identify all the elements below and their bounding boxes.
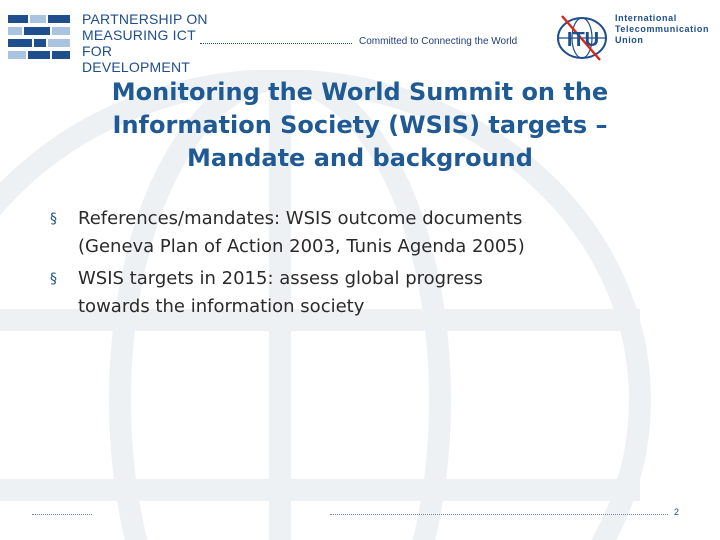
- slide-title-line: Mandate and background: [187, 144, 533, 172]
- bullet-line: towards the information society: [78, 296, 365, 317]
- itu-logo-line: International: [615, 13, 677, 23]
- itu-logo-mark: ITU: [566, 29, 600, 51]
- itu-globe-icon: [552, 8, 614, 66]
- tagline: Committed to Connecting the World: [359, 36, 518, 47]
- itu-logo: [552, 8, 712, 66]
- footer-divider-left: [32, 514, 92, 515]
- header-divider: [200, 43, 352, 44]
- bullet-line: WSIS targets in 2015: assess global progress: [78, 268, 483, 289]
- partnership-logo: [8, 7, 208, 75]
- partnership-logo-line: FOR DEVELOPMENT: [82, 43, 190, 75]
- page-number: 2: [674, 507, 680, 517]
- bullet-marker-icon: §: [50, 211, 57, 227]
- bullet-marker-icon: §: [50, 271, 57, 287]
- bullet-item: [50, 205, 690, 261]
- bullet-list: [50, 205, 690, 325]
- slide-title-line: Information Society (WSIS) targets –: [112, 111, 608, 139]
- footer-divider-right: [330, 514, 668, 515]
- bullet-item: [50, 265, 690, 321]
- partnership-logo-text: [82, 11, 208, 75]
- partnership-logo-line: MEASURING ICT: [82, 27, 196, 43]
- partnership-logo-line: PARTNERSHIP ON: [82, 11, 208, 27]
- slide-title-line: Monitoring the World Summit on the: [111, 78, 609, 106]
- slide-title: [20, 76, 700, 175]
- itu-logo-line: Telecommunication: [615, 24, 710, 34]
- bullet-line: (Geneva Plan of Action 2003, Tunis Agenda 2005): [78, 236, 525, 257]
- bullet-line: References/mandates: WSIS outcome documents: [78, 208, 523, 229]
- itu-logo-line: Union: [615, 35, 644, 45]
- itu-logo-text: [615, 13, 709, 46]
